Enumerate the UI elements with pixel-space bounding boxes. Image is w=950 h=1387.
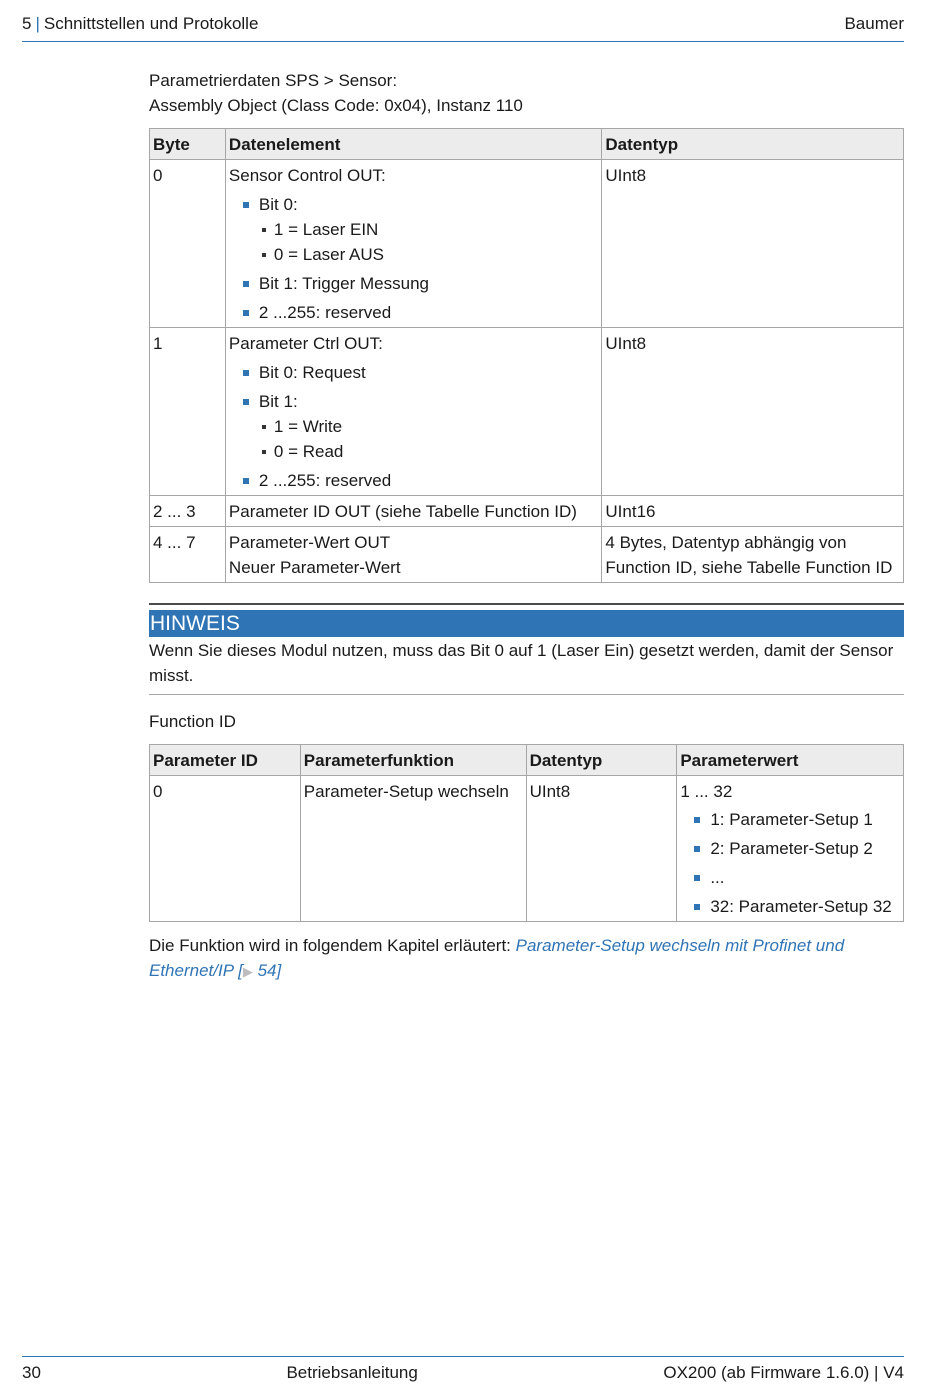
notice-title: HINWEIS xyxy=(149,610,904,637)
column-header-byte: Byte xyxy=(150,129,226,160)
notice-text: Wenn Sie dieses Modul nutzen, muss das Bit 0 auf 1 (Laser Ein) gesetzt werden, damit der Sensor misst. xyxy=(149,637,904,695)
chapter-title: Schnittstellen und Protokolle xyxy=(43,14,259,33)
type-cell: UInt16 xyxy=(602,496,904,527)
intro-line-1: Parametrierdaten SPS > Sensor: xyxy=(149,71,398,90)
brand-name: Baumer xyxy=(844,14,904,33)
element-cell xyxy=(225,527,601,583)
list-item: 32: Parameter-Setup 32 xyxy=(690,894,900,919)
table-row xyxy=(150,160,904,328)
reference-paragraph xyxy=(149,933,904,984)
byte-cell: 2 ... 3 xyxy=(150,496,226,527)
element-cell xyxy=(225,328,601,496)
column-header-parameterfunktion: Parameterfunktion xyxy=(300,745,526,776)
sub-list-item: 1 = Write xyxy=(274,414,598,439)
sub-list xyxy=(259,217,598,267)
byte-cell: 4 ... 7 xyxy=(150,527,226,583)
table-header-row xyxy=(150,745,904,776)
assembly-table xyxy=(149,128,904,583)
table-header-row xyxy=(150,129,904,160)
sub-list-item: 0 = Read xyxy=(274,439,598,464)
page-footer xyxy=(22,1356,904,1383)
intro-line-2: Assembly Object (Class Code: 0x04), Instanz 110 xyxy=(149,96,523,115)
element-title: Parameter-Wert OUT xyxy=(228,533,391,552)
list-item xyxy=(239,192,598,267)
value-range: 1 ... 32 xyxy=(680,782,733,801)
column-header-parameterwert: Parameterwert xyxy=(677,745,904,776)
type-cell: UInt8 xyxy=(602,328,904,496)
table-row xyxy=(150,496,904,527)
column-header-datentyp: Datentyp xyxy=(602,129,904,160)
product-version: OX200 (ab Firmware 1.6.0) | V4 xyxy=(663,1363,904,1382)
column-header-datentyp: Datentyp xyxy=(526,745,677,776)
reference-text: Die Funktion wird in folgendem Kapitel erläutert: xyxy=(149,936,516,955)
table-row xyxy=(150,776,904,922)
sub-list-item: 1 = Laser EIN xyxy=(274,217,598,242)
document-type: Betriebsanleitung xyxy=(286,1363,418,1382)
table-row xyxy=(150,328,904,496)
column-header-parameter-id: Parameter ID xyxy=(150,745,301,776)
function-id-caption: Function ID xyxy=(149,712,236,731)
element-cell: Parameter ID OUT (siehe Tabelle Function ID) xyxy=(225,496,601,527)
function-id-table xyxy=(149,744,904,922)
table-row xyxy=(150,527,904,583)
chapter-link-page: 54] xyxy=(252,961,282,980)
page-arrow-icon: ▶ xyxy=(242,964,253,979)
type-cell: UInt8 xyxy=(526,776,677,922)
parameter-function-cell: Parameter-Setup wechseln xyxy=(300,776,526,922)
bullet-list xyxy=(229,192,598,325)
list-item: 2 ...255: reserved xyxy=(239,468,598,493)
page-number: 30 xyxy=(22,1363,41,1382)
chapter-link-text: Parameter-Setup wechseln mit Profinet und Ethernet/IP [ xyxy=(149,936,845,980)
list-item-text: Bit 1: xyxy=(258,392,298,411)
element-description: Neuer Parameter-Wert xyxy=(228,558,401,577)
chapter-heading xyxy=(22,14,258,34)
list-item xyxy=(239,389,598,464)
header-separator: | xyxy=(35,14,40,33)
bullet-list xyxy=(229,360,598,493)
list-item: 2: Parameter-Setup 2 xyxy=(690,836,900,861)
parameter-id-cell: 0 xyxy=(150,776,301,922)
page-header xyxy=(22,14,904,42)
element-cell xyxy=(225,160,601,328)
page-content xyxy=(149,68,904,984)
chapter-number: 5 xyxy=(22,14,32,33)
sub-list-item: 0 = Laser AUS xyxy=(274,242,598,267)
element-title: Sensor Control OUT: xyxy=(228,166,386,185)
list-item: 2 ...255: reserved xyxy=(239,300,598,325)
byte-cell: 0 xyxy=(150,160,226,328)
list-item: Bit 0: Request xyxy=(239,360,598,385)
list-item: Bit 1: Trigger Messung xyxy=(239,271,598,296)
parameter-value-cell xyxy=(677,776,904,922)
element-title: Parameter Ctrl OUT: xyxy=(228,334,383,353)
column-header-datenelement: Datenelement xyxy=(225,129,601,160)
sub-list xyxy=(259,414,598,464)
byte-cell: 1 xyxy=(150,328,226,496)
list-item: ... xyxy=(690,865,900,890)
list-item-text: Bit 0: xyxy=(258,195,298,214)
bullet-list xyxy=(680,807,900,919)
type-cell: 4 Bytes, Datentyp abhängig von Function ID, siehe Tabelle Function ID xyxy=(602,527,904,583)
list-item: 1: Parameter-Setup 1 xyxy=(690,807,900,832)
type-cell: UInt8 xyxy=(602,160,904,328)
notice-box xyxy=(149,603,904,695)
